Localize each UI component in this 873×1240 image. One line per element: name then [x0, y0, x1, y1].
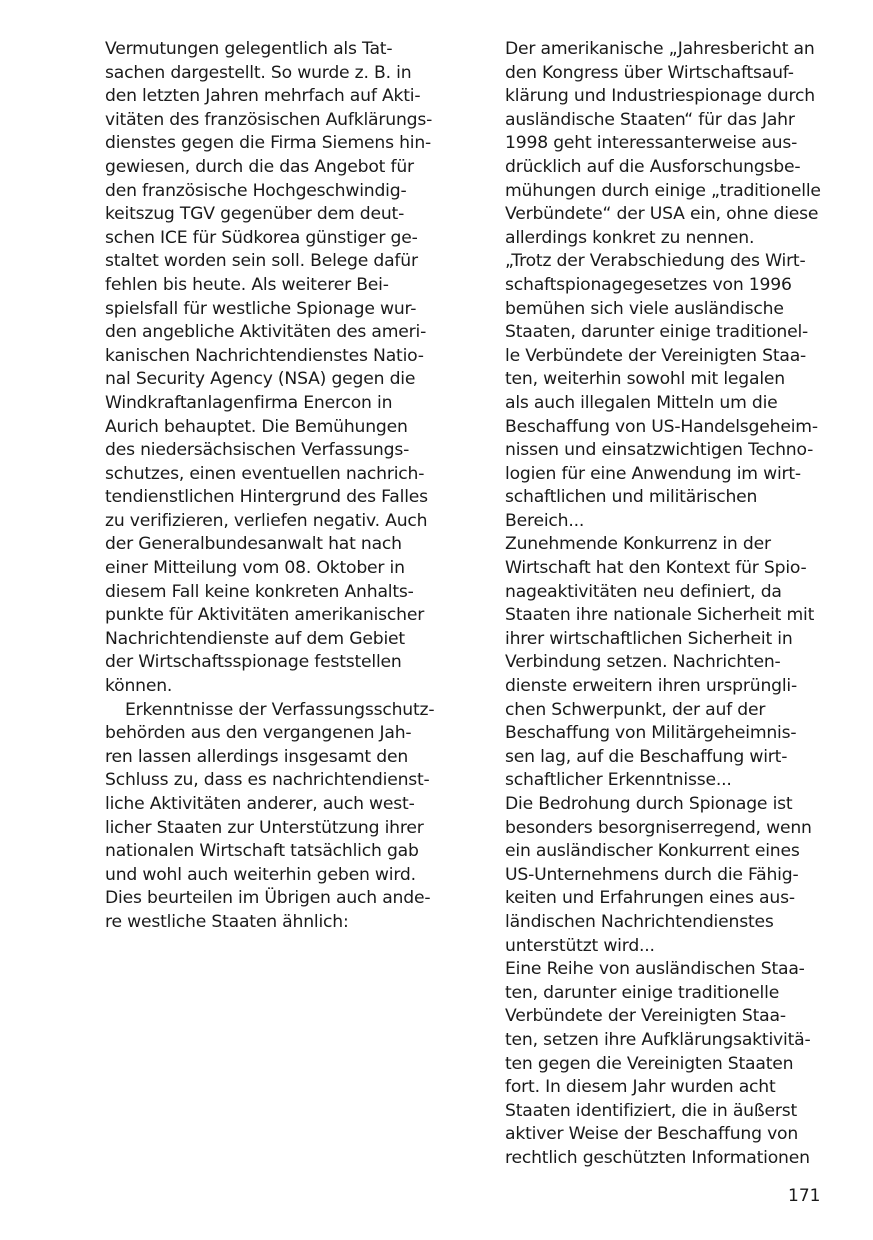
text-line: einer Mitteilung vom 08. Oktober in — [105, 558, 405, 579]
text-line: Vermutungen gelegentlich als Tat- — [105, 39, 393, 59]
text-line: staltet worden sein soll. Belege dafür — [105, 251, 418, 272]
text-line: logien für eine Anwendung im wirt- — [505, 463, 801, 484]
text-line: schaftlicher Erkenntnisse... — [505, 770, 732, 791]
text-line: aktiver Weise der Beschaffung von — [505, 1124, 799, 1145]
quote-paragraph-4 — [505, 958, 830, 1170]
text-line: nal Security Agency (NSA) gegen die — [105, 369, 416, 390]
text-line: keitszug TGV gegenüber dem deut- — [105, 204, 405, 225]
text-line: le Verbündete der Vereinigten Staa- — [505, 345, 807, 366]
text-line: des niedersächsischen Verfassungs- — [105, 440, 410, 461]
text-line: Eine Reihe von ausländischen Staa- — [505, 959, 805, 980]
text-line: diesem Fall keine konkreten Anhalts- — [105, 581, 414, 602]
text-line: besonders besorgniserregend, wenn — [505, 817, 812, 838]
text-line: ein ausländischer Konkurrent eines — [505, 841, 800, 862]
right-column — [505, 38, 830, 1171]
text-line: Nachrichtendienste auf dem Gebiet — [105, 628, 405, 649]
text-line: sachen dargestellt. So wurde z. B. in — [105, 62, 412, 83]
text-line: zu verifizieren, verliefen negativ. Auch — [105, 510, 428, 531]
text-line: keiten und Erfahrungen eines aus- — [505, 888, 795, 909]
text-line: dienstes gegen die Firma Siemens hin- — [105, 133, 432, 154]
text-line: ländischen Nachrichtendienstes — [505, 911, 774, 932]
text-line: schen ICE für Südkorea günstiger ge- — [105, 227, 418, 248]
text-line: Zunehmende Konkurrenz in der — [505, 534, 771, 555]
text-line: ten gegen die Vereinigten Staaten — [505, 1053, 794, 1074]
text-line: ten, weiterhin sowohl mit legalen — [505, 369, 785, 390]
text-line: ten, darunter einige traditionelle — [505, 982, 780, 1003]
text-line: 1998 geht interessanterweise aus- — [505, 133, 798, 154]
text-line: vitäten des französischen Aufklärungs- — [105, 109, 433, 130]
text-line: und wohl auch weiterhin geben wird. — [105, 864, 416, 885]
text-line: Windkraftanlagenfirma Enercon in — [105, 392, 393, 413]
text-line: fort. In diesem Jahr wurden acht — [505, 1077, 776, 1098]
text-line: dienste erweitern ihren ursprüngli- — [505, 676, 797, 697]
page-number: 171 — [788, 1186, 821, 1206]
left-paragraph-1 — [105, 38, 450, 699]
text-line: ren lassen allerdings insgesamt den — [105, 746, 409, 767]
text-line: der Wirtschaftsspionage feststellen — [105, 652, 402, 673]
text-line: Aurich behauptet. Die Bemühungen — [105, 416, 408, 437]
text-line: liche Aktivitäten anderer, auch west- — [105, 794, 415, 814]
text-line: unterstützt wird... — [505, 935, 655, 956]
text-line: schutzes, einen eventuellen nachrich- — [105, 463, 425, 484]
text-line: Wirtschaft hat den Kontext für Spio- — [505, 558, 807, 579]
text-line: können. — [105, 676, 173, 697]
text-line: ausländische Staaten“ für das Jahr — [505, 109, 795, 130]
text-line: nageaktivitäten neu definiert, da — [505, 581, 782, 602]
text-line: der Generalbundesanwalt hat nach — [105, 534, 402, 555]
text-line: chen Schwerpunkt, der auf der — [505, 699, 766, 720]
text-line: behörden aus den vergangenen Jah- — [105, 723, 412, 744]
text-line: den angebliche Aktivitäten des ameri- — [105, 322, 427, 343]
text-line: mühungen durch einige „traditionelle — [505, 180, 821, 201]
text-line: Schluss zu, dass es nachrichtendienst- — [105, 770, 430, 791]
text-line: schaftspionagegesetzes von 1996 — [505, 274, 792, 295]
left-paragraph-2 — [105, 699, 450, 935]
text-line: Beschaffung von US-Handelsgeheim- — [505, 416, 818, 437]
text-line: den französische Hochgeschwindig- — [105, 180, 407, 201]
text-line: licher Staaten zur Unterstützung ihrer — [105, 817, 424, 838]
text-line: Dies beurteilen im Übrigen auch ande- — [105, 888, 431, 909]
text-line: re westliche Staaten ähnlich: — [105, 911, 349, 932]
text-line: Der amerikanische „Jahresbericht an — [505, 39, 815, 59]
text-line: den Kongress über Wirtschaftsauf- — [505, 62, 794, 83]
text-line: nationalen Wirtschaft tatsächlich gab — [105, 841, 419, 862]
text-line: Beschaffung von Militärgeheimnis- — [505, 723, 797, 744]
text-line: punkte für Aktivitäten amerikanischer — [105, 605, 425, 626]
text-line: spielsfall für westliche Spionage wur- — [105, 298, 417, 319]
text-line: Staaten identifiziert, die in äußerst — [505, 1100, 798, 1121]
text-line: schaftlichen und militärischen — [505, 487, 758, 508]
text-line: tendienstlichen Hintergrund des Falles — [105, 487, 428, 508]
text-line: kanischen Nachrichtendienstes Natio- — [105, 345, 424, 366]
right-paragraph-1 — [505, 38, 830, 250]
text-line: Verbündete der Vereinigten Staa- — [505, 1006, 786, 1027]
text-line: US-Unternehmens durch die Fähig- — [505, 864, 799, 885]
quote-paragraph-1 — [505, 250, 830, 533]
text-line: den letzten Jahren mehrfach auf Akti- — [105, 86, 421, 107]
quote-paragraph-3 — [505, 793, 830, 958]
text-line: ten, setzen ihre Aufklärungsaktivitä- — [505, 1029, 811, 1050]
text-line: fehlen bis heute. Als weiterer Bei- — [105, 274, 389, 295]
text-line: Die Bedrohung durch Spionage ist — [505, 794, 793, 814]
text-line: rechtlich geschützten Informationen — [505, 1147, 810, 1168]
text-line: Staaten ihre nationale Sicherheit mit — [505, 605, 815, 626]
text-line: „Trotz der Verabschiedung des Wirt- — [505, 251, 806, 272]
left-column — [105, 38, 450, 935]
quote-paragraph-2 — [505, 533, 830, 793]
text-line: Erkenntnisse der Verfassungsschutz- — [125, 699, 435, 720]
text-line: nissen und einsatzwichtigen Techno- — [505, 440, 814, 461]
text-line: klärung und Industriespionage durch — [505, 86, 815, 107]
text-line: als auch illegalen Mitteln um die — [505, 392, 778, 413]
text-line: Verbündete“ der USA ein, ohne diese — [505, 204, 819, 225]
text-line: sen lag, auf die Beschaffung wirt- — [505, 746, 788, 767]
text-line: gewiesen, durch die das Angebot für — [105, 156, 414, 177]
text-line: Verbindung setzen. Nachrichten- — [505, 652, 781, 673]
text-line: Bereich... — [505, 510, 585, 531]
text-line: Staaten, darunter einige traditionel- — [505, 322, 809, 343]
text-line: ihrer wirtschaftlichen Sicherheit in — [505, 628, 793, 649]
text-line: drücklich auf die Ausforschungsbe- — [505, 156, 801, 177]
text-line: bemühen sich viele ausländische — [505, 298, 784, 319]
text-line: allerdings konkret zu nennen. — [505, 227, 755, 248]
